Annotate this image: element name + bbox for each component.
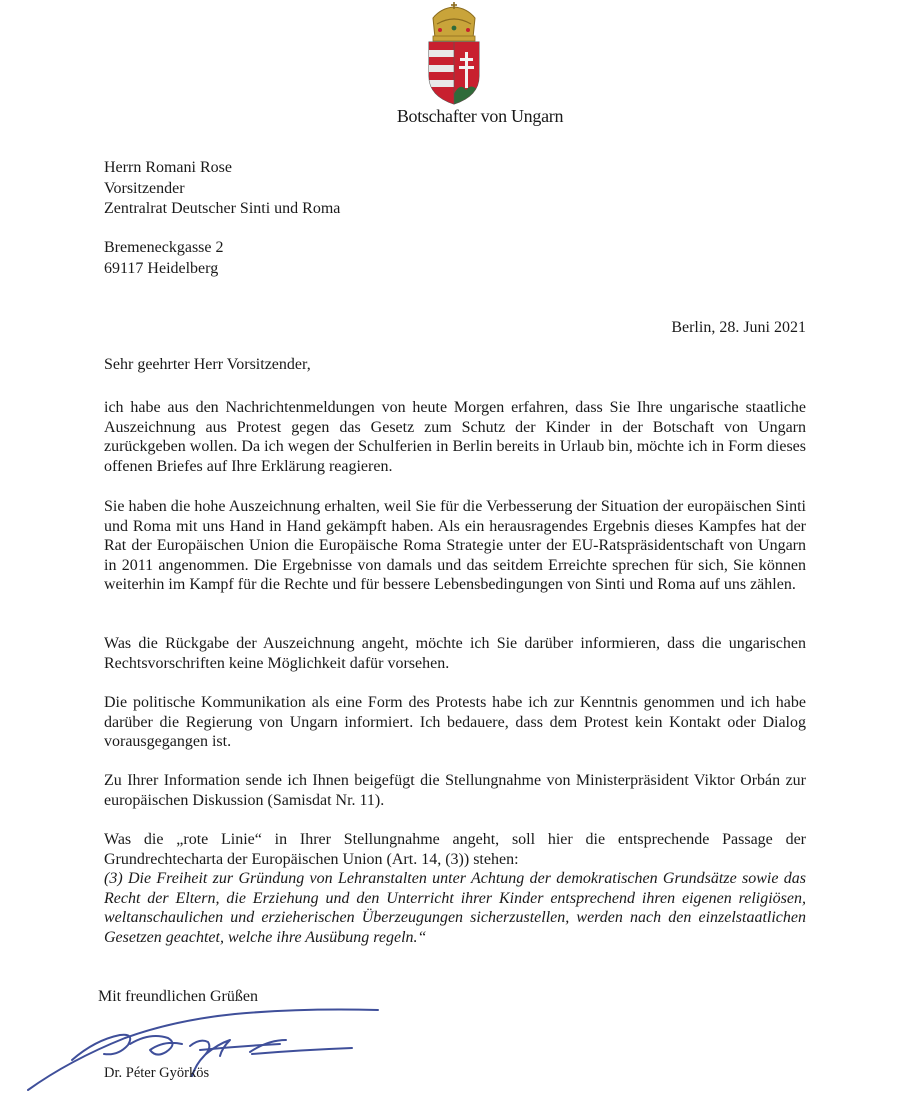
recipient-name: Herrn Romani Rose — [104, 159, 232, 176]
recipient-city: 69117 Heidelberg — [104, 259, 219, 277]
paragraph-6-text: Was die „rote Linie“ in Ihrer Stellungnahme angeht, soll hier die entsprechende Passage der Grundrechtecharta der Europäischen Union (Art. 14, (3)) stehen: — [104, 831, 806, 868]
salutation: Sehr geehrter Herr Vorsitzender, — [104, 356, 311, 373]
closing-phrase: Mit freundlichen Grüßen — [98, 988, 258, 1005]
paragraph-5: Zu Ihrer Information sende ich Ihnen beigefügt die Stellungnahme von Ministerpräsident Viktor Orbán zur europäischen Diskussion (Samisdat Nr. 11). — [104, 772, 806, 809]
signer-name: Dr. Péter Györkös — [104, 1065, 210, 1081]
letterhead-title: Botschafter von Ungarn — [396, 106, 564, 126]
paragraph-1: ich habe aus den Nachrichtenmeldungen von heute Morgen erfahren, dass Sie Ihre ungarische staatliche Auszeichnung aus Protest gegen das Gesetz zum Schutz der Kinder in der Botschaft von Ungarn zurückgeben wollen. Da ich wegen der Schulferien in Berlin bereits in Urlaub bin, möchte ich in Form dieses offenen Briefes auf Ihre Erklärung reagieren. — [104, 399, 806, 475]
hungarian-coat-of-arms-icon — [425, 2, 483, 106]
recipient-block — [104, 158, 340, 220]
charter-quote: (3) Die Freiheit zur Gründung von Lehranstalten unter Achtung der demokratischen Grundsätze sowie das Recht der Eltern, die Erziehung und den Unterricht ihrer Kinder entsprechend ihren eigenen religiösen, weltanschaulichen und erzieherischen Überzeugungen sicherzustellen, werden nach den einzelstaatlichen Gesetzen geachtet, welche ihre Ausübung regeln.“ — [104, 870, 806, 946]
recipient-street: Bremeneckgasse 2 — [104, 239, 224, 256]
paragraph-6 — [104, 830, 806, 947]
paragraph-3: Was die Rückgabe der Auszeichnung angeht, möchte ich Sie darüber informieren, dass die ungarischen Rechtsvorschriften keine Möglichkeit dafür vorsehen. — [104, 635, 806, 672]
recipient-organization: Zentralrat Deutscher Sinti und Roma — [104, 200, 341, 217]
letter-date: Berlin, 28. Juni 2021 — [671, 319, 806, 336]
paragraph-4: Die politische Kommunikation als eine Form des Protests habe ich zur Kenntnis genommen und ich habe darüber die Regierung von Ungarn informiert. Ich bedauere, dass dem Protest kein Kontakt oder Dialog vorausgegangen ist. — [104, 694, 806, 750]
recipient-address — [104, 238, 224, 279]
paragraph-2: Sie haben die hohe Auszeichnung erhalten, weil Sie für die Verbesserung der Situation der europäischen Sinti und Roma mit uns Hand in Hand gekämpft haben. Als ein herausragendes Ergebnis dieses Kampfes hat der Rat der Europäischen Union die Europäische Roma Strategie unter der EU-Ratspräsidentschaft von Ungarn in 2011 angenommen. Die Ergebnisse von damals und das seitdem Erreichte sprechen für sich, Sie können weiterhin im Kampf für die Rechte und für bessere Lebensbedingungen von Sinti und Roma auf uns zählen. — [104, 498, 806, 593]
recipient-role: Vorsitzender — [104, 179, 185, 197]
